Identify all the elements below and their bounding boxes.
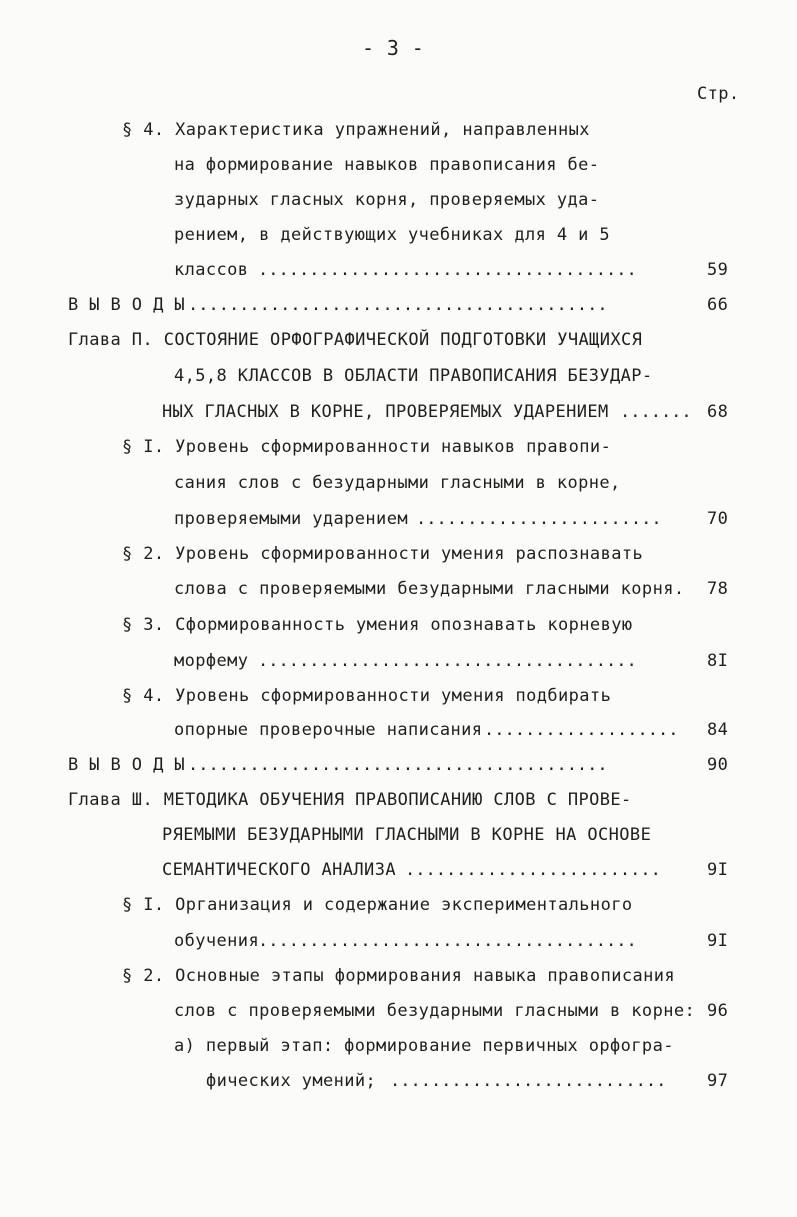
toc-page-number: 66 [707,295,729,315]
toc-line: опорные проверочные написания [174,720,483,740]
toc-page-number: 59 [707,260,729,280]
toc-line: § 3. Сформированность умения опознавать корневую [122,615,633,635]
leader-dots: ......................... [405,860,661,880]
toc-line: слов с проверяемыми безударными гласными в корне: [174,1001,696,1021]
toc-line: Глава П. СОСТОЯНИЕ ОРФОГРАФИЧЕСКОЙ ПОДГОТОВКИ УЧАЩИХСЯ [68,330,643,350]
toc-page-number: 9I [707,860,729,880]
leader-dots: ................... [484,720,679,740]
toc-line: морфему [174,651,249,671]
toc-line: В Ы В О Д Ы [68,295,185,315]
toc-line: проверяемыми ударением [174,509,408,529]
toc-line: РЯЕМЫМИ БЕЗУДАРНЫМИ ГЛАСНЫМИ В КОРНЕ НА ОСНОВЕ [162,825,652,845]
leader-dots: ........................... [390,1071,667,1091]
toc-line: § I. Уровень сформированности навыков правопи- [122,437,612,457]
toc-line: сания слов с безударными гласными в корне, [174,473,621,493]
toc-page-number: 84 [707,720,729,740]
toc-page-number: 78 [707,579,729,599]
toc-line: 4,5,8 КЛАССОВ В ОБЛАСТИ ПРАВОПИСАНИЯ БЕЗУДАР- [174,366,653,386]
toc-page-number: 90 [707,755,729,775]
toc-line: Глава Ш. МЕТОДИКА ОБУЧЕНИЯ ПРАВОПИСАНИЮ СЛОВ С ПРОВЕ- [68,790,632,810]
toc-line: § 4. Уровень сформированности умения подбирать [122,686,612,706]
leader-dots: ..................................... [258,931,637,951]
leader-dots: ........................ [416,509,662,529]
toc-line: зударных гласных корня, проверяемых уда- [174,190,600,210]
toc-line: В Ы В О Д Ы [68,755,185,775]
toc-line: классов [174,260,249,280]
toc-page-number: 9I [707,931,729,951]
toc-page-number: 68 [707,402,729,422]
toc-line: § 4. Характеристика упражнений, направленных [122,120,590,140]
toc-page-number: 8I [707,651,729,671]
toc-line: § 2. Основные этапы формирования навыка правописания [122,966,676,986]
toc-page-number: 97 [707,1071,729,1091]
toc-line: на формирование навыков правописания бе- [174,155,600,175]
toc-line: НЫХ ГЛАСНЫХ В КОРНЕ, ПРОВЕРЯЕМЫХ УДАРЕНИЕМ [162,402,609,422]
toc-line: § 2. Уровень сформированности умения распознавать [122,544,644,564]
page-number: - 3 - [362,36,425,60]
toc-line: обучения [174,931,260,951]
leader-dots: ....... [620,402,692,422]
toc-line: рением, в действующих учебниках для 4 и 5 [174,225,611,245]
leader-dots: ......................................... [188,295,608,315]
leader-dots: ..................................... [258,651,637,671]
toc-line: § I. Организация и содержание экспериментального [122,895,633,915]
toc-line: фических умений; [206,1071,377,1091]
toc-line: слова с проверяемыми безударными гласными корня. [174,579,685,599]
toc-line: СЕМАНТИЧЕСКОГО АНАЛИЗА [162,860,396,880]
leader-dots: ......................................... [188,755,608,775]
toc-page-number: 96 [707,1001,729,1021]
toc-line: а) первый этап: формирование первичных орфогра- [174,1036,674,1056]
column-header-page: Стр. [697,84,740,104]
leader-dots: ..................................... [258,260,637,280]
toc-page-number: 70 [707,509,729,529]
